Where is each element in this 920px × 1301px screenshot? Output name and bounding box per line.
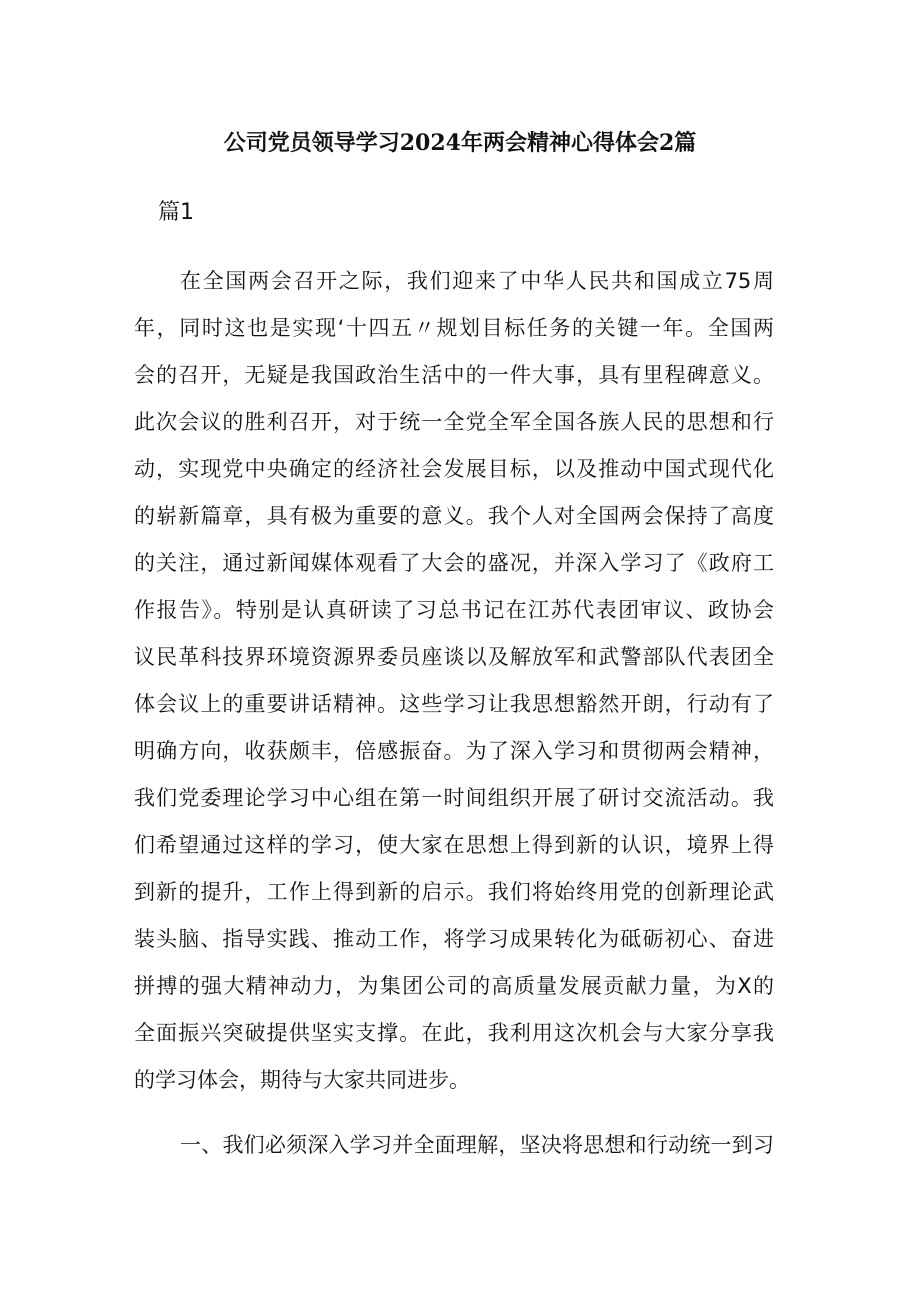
paragraph-line: 拼搏的强大精神动力，为集团公司的高质量发展贡献力量，为X的 <box>134 974 774 998</box>
paragraph-line: 们希望通过这样的学习，使大家在思想上得到新的认识，境界上得 <box>134 833 774 857</box>
paragraph-line: 明确方向，收获颇丰，倍感振奋。为了深入学习和贯彻两会精神， <box>134 739 774 763</box>
document-title: 公司党员领导学习2024年两会精神心得体会2篇 <box>223 130 697 156</box>
section-heading-line: 一、我们必须深入学习并全面理解，坚决将思想和行动统一到习 <box>180 1133 774 1157</box>
paragraph-line: 到新的提升，工作上得到新的启示。我们将始终用党的创新理论武 <box>134 880 774 904</box>
paragraph-line: 的关注，通过新闻媒体观看了大会的盛况，并深入学习了《政府工 <box>134 551 774 575</box>
paragraph-line: 年，同时这也是实现‘十四五〃规划目标任务的关键一年。全国两 <box>134 316 774 340</box>
paragraph-line: 会的召开，无疑是我国政治生活中的一件大事，具有里程碑意义。 <box>134 363 774 387</box>
paragraph-line: 议民革科技界环境资源界委员座谈以及解放军和武警部队代表团全 <box>134 645 774 669</box>
paragraph-line: 全面振兴突破提供坚实支撑。在此，我利用这次机会与大家分享我 <box>134 1021 774 1045</box>
paragraph-line: 我们党委理论学习中心组在第一时间组织开展了研讨交流活动。我 <box>134 786 774 810</box>
paragraph-line: 装头脑、指导实践、推动工作，将学习成果转化为砥砺初心、奋进 <box>134 927 774 951</box>
section-label: 篇1 <box>158 200 194 225</box>
paragraph-line: 动，实现党中央确定的经济社会发展目标，以及推动中国式现代化 <box>134 457 774 481</box>
paragraph-line: 作报告》。特别是认真研读了习总书记在江苏代表团审议、政协会 <box>134 598 774 622</box>
paragraph-line: 的学习体会，期待与大家共同进步。 <box>134 1068 470 1092</box>
paragraph-line: 此次会议的胜利召开，对于统一全党全军全国各族人民的思想和行 <box>134 410 774 434</box>
paragraph-line: 在全国两会召开之际，我们迎来了中华人民共和国成立75周 <box>180 269 774 293</box>
paragraph-line: 的崭新篇章，具有极为重要的意义。我个人对全国两会保持了高度 <box>134 504 774 528</box>
paragraph-line: 体会议上的重要讲话精神。这些学习让我思想豁然开朗，行动有了 <box>134 692 774 716</box>
